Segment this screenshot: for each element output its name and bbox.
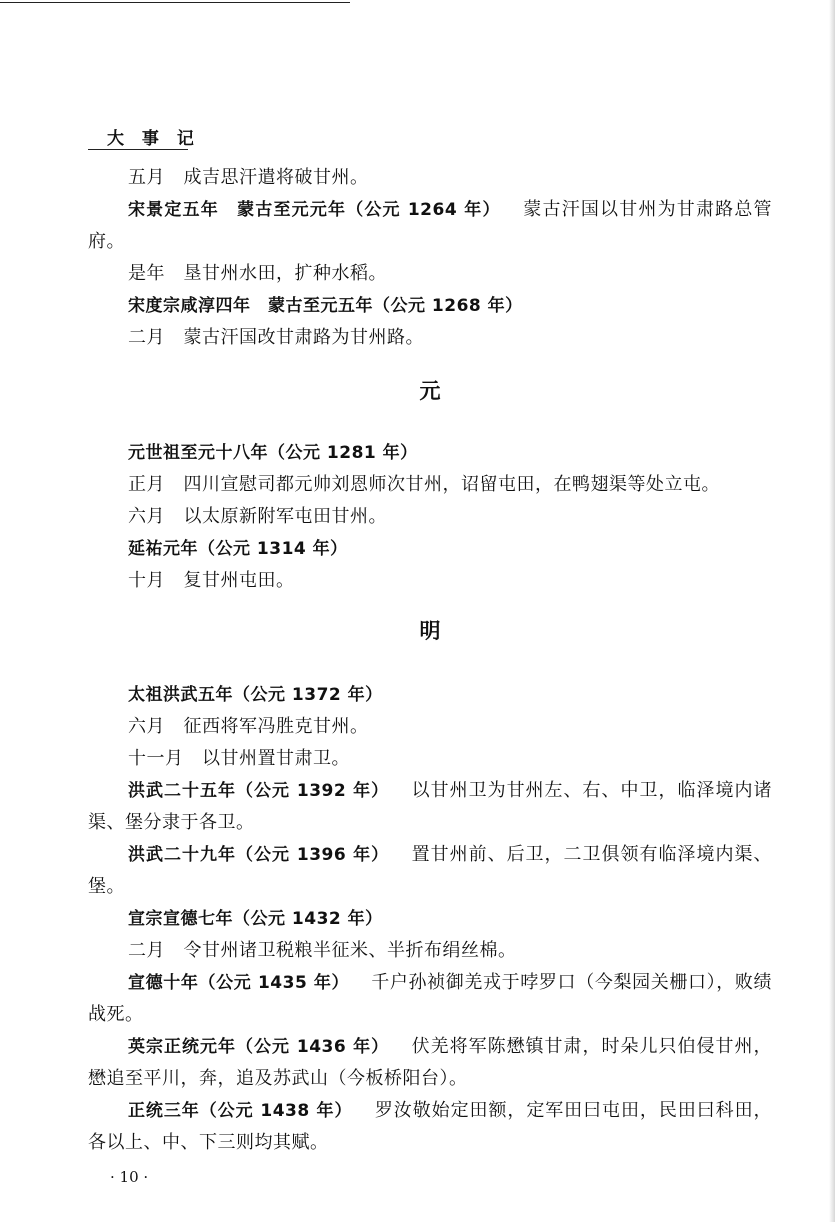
entry-text: 六月 以太原新附军屯田甘州。 [128, 506, 387, 527]
page-number: · 10 · [110, 1168, 149, 1186]
entry-text: 以甘州卫为甘州左、右、中卫，临泽境内诸渠、堡分隶于各卫。 [88, 780, 772, 833]
entry-paragraph [88, 935, 772, 967]
entry-paragraph [88, 967, 772, 1031]
entry-text: 蒙古汗国以甘州为甘肃路总管府。 [88, 199, 772, 252]
entry-paragraph [88, 162, 772, 194]
page-body [88, 162, 772, 1159]
entry-paragraph [88, 1095, 772, 1159]
entry-text: 二月 令甘州诸卫税粮半征米、半折布绢丝棉。 [128, 940, 517, 961]
entry-paragraph [88, 533, 772, 565]
entry-text: 是年 垦甘州水田，扩种水稻。 [128, 263, 387, 284]
entry-text: 二月 蒙古汗国改甘肃路为甘州路。 [128, 327, 424, 348]
entry-text: 五月 成吉思汗遣将破甘州。 [128, 167, 369, 188]
entry-date-heading: 洪武二十五年（公元 1392 年） [128, 781, 390, 801]
entry-date-heading: 英宗正统元年（公元 1436 年） [128, 1037, 390, 1057]
entry-paragraph [88, 903, 772, 935]
entry-date-heading: 元世祖至元十八年（公元 1281 年） [128, 443, 418, 463]
entry-text: 伏羌将军陈懋镇甘肃，时朵儿只伯侵甘州，懋追至平川，奔，追及苏武山（今板桥阳台）。 [88, 1036, 772, 1089]
entry-paragraph [88, 290, 772, 322]
entry-text: 置甘州前、后卫，二卫俱领有临泽境内渠、堡。 [88, 844, 772, 897]
entry-text: 千户孙祯御羌戎于哱罗口（今梨园关栅口），败绩战死。 [88, 972, 773, 1025]
header-underline [88, 149, 188, 150]
entry-text: 十一月 以甘州置甘肃卫。 [128, 748, 350, 769]
entry-paragraph [88, 775, 772, 839]
entry-text: 十月 复甘州屯田。 [128, 570, 295, 591]
entry-paragraph [88, 679, 772, 711]
entry-date-heading: 正统三年（公元 1438 年） [128, 1101, 353, 1121]
section-song-entries [88, 162, 772, 354]
entry-paragraph [88, 711, 772, 743]
section-ming-entries [88, 679, 772, 1159]
entry-paragraph [88, 322, 772, 354]
entry-paragraph [88, 437, 772, 469]
entry-date-heading: 宣宗宣德七年（公元 1432 年） [128, 909, 383, 929]
entry-date-heading: 太祖洪武五年（公元 1372 年） [128, 685, 383, 705]
entry-paragraph [88, 1031, 772, 1095]
entry-paragraph [88, 258, 772, 290]
running-header: 大 事 记 [107, 129, 200, 149]
entry-text: 六月 征西将军冯胜克甘州。 [128, 716, 369, 737]
entry-date-heading: 延祐元年（公元 1314 年） [128, 539, 348, 559]
entry-paragraph [88, 194, 772, 258]
entry-paragraph [88, 501, 772, 533]
scan-edge-shadow [829, 0, 835, 1222]
section-heading-yuan: 元 [419, 379, 441, 403]
entry-text: 正月 四川宣慰司都元帅刘恩师次甘州，诏留屯田，在鸭翅渠等处立屯。 [128, 474, 720, 495]
entry-paragraph [88, 565, 772, 597]
top-border-line [0, 2, 350, 3]
entry-text: 罗汝敬始定田额，定军田曰屯田，民田曰科田，各以上、中、下三则均其赋。 [88, 1100, 773, 1153]
entry-paragraph [88, 469, 772, 501]
entry-date-heading: 洪武二十九年（公元 1396 年） [128, 845, 390, 865]
entry-date-heading: 宣德十年（公元 1435 年） [128, 973, 350, 993]
entry-date-heading: 宋景定五年 蒙古至元元年（公元 1264 年） [128, 200, 501, 220]
entry-date-heading: 宋度宗咸淳四年 蒙古至元五年（公元 1268 年） [128, 296, 523, 316]
section-heading-ming: 明 [419, 619, 441, 643]
section-yuan-entries [88, 437, 772, 597]
entry-paragraph [88, 839, 772, 903]
entry-paragraph [88, 743, 772, 775]
